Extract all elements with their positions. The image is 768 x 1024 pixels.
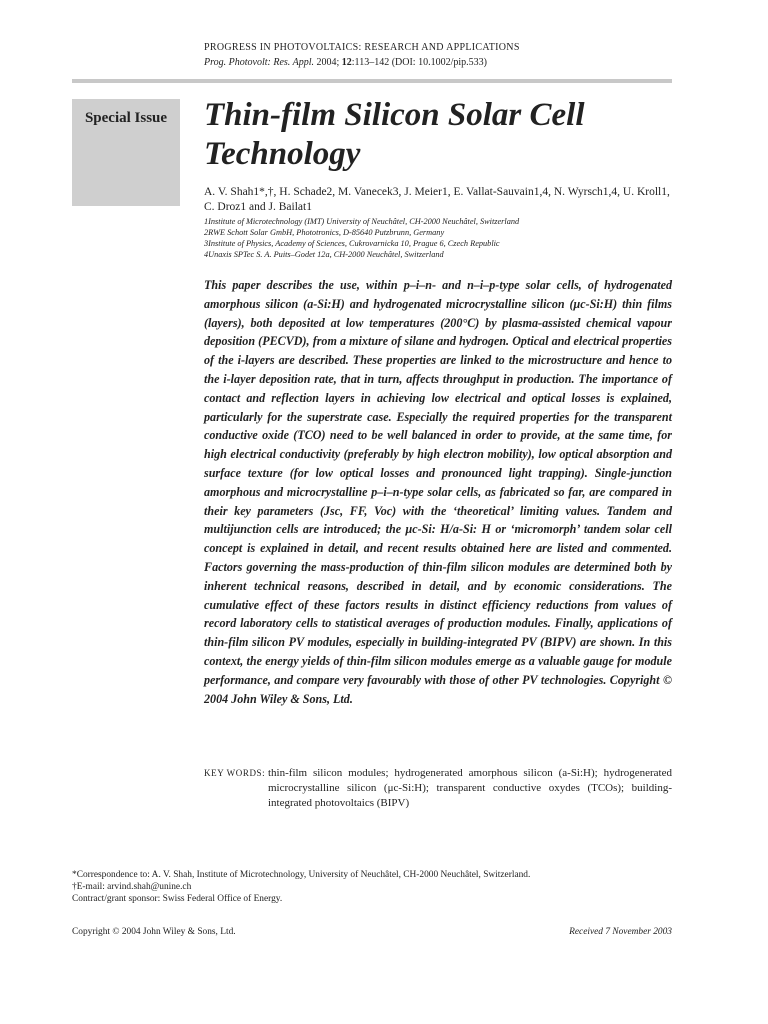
- affiliation-4: 4Unaxis SPTec S. A. Puits–Godet 12a, CH-2000 Neuchâtel, Switzerland: [204, 250, 444, 259]
- footer-copyright: Copyright © 2004 John Wiley & Sons, Ltd.: [72, 927, 236, 937]
- keywords-label: KEY WORDS:: [204, 768, 266, 778]
- affiliations: [204, 216, 674, 260]
- journal-name: PROGRESS IN PHOTOVOLTAICS: RESEARCH AND APPLICATIONS: [204, 42, 520, 53]
- footer-received: Received 7 November 2003: [569, 927, 672, 937]
- affiliation-1: 1Institute of Microtechnology (IMT) University of Neuchâtel, CH-2000 Neuchâtel, Switzerland: [204, 217, 520, 226]
- affiliation-3: 3Institute of Physics, Academy of Sciences, Cukrovarnicka 10, Prague 6, Czech Republic: [204, 239, 500, 248]
- citation-pages-doi: :113–142 (DOI: 10.1002/pip.533): [351, 57, 487, 68]
- footnote-correspondence: *Correspondence to: A. V. Shah, Institute of Microtechnology, University of Neuchâtel, CH-2000 Neuchâtel, Switzerland.: [72, 870, 531, 880]
- citation-year: 2004;: [316, 57, 340, 68]
- journal-abbrev: Prog. Photovolt: Res. Appl.: [204, 57, 314, 68]
- paper-title: Thin-film Silicon Solar Cell Technology: [204, 97, 585, 172]
- citation-line: [204, 57, 487, 68]
- author-list: A. V. Shah1*,†, H. Schade2, M. Vanecek3, J. Meier1, E. Vallat-Sauvain1,4, N. Wyrsch1,4, U. Kroll1, C. Droz1 and J. Bailat1: [204, 186, 670, 213]
- header-rule: [72, 79, 672, 83]
- affiliation-2: 2RWE Schott Solar GmbH, Phototronics, D-85640 Putzbrunn, Germany: [204, 228, 445, 237]
- abstract: This paper describes the use, within p–i–n- and n–i–p-type solar cells, of hydrogenated amorphous silicon (a-Si:H) and hydrogenated microcrystalline silicon (μc-Si:H) thin films (layers), both deposited at low temperatures (200°C) by plasma-assisted chemical vapour deposition (PECVD), from a mixture of silane and hydrogen. Optical and electrical properties of the i-layers are described. These properties are linked to the microstructure and hence to the i-layer deposition rate, that in turn, affects throughput in production. The importance of contact and reflection layers in achieving low electrical and optical losses is explained, particularly for the superstrate case. Especially the required properties for the transparent conductive oxide (TCO) need to be well balanced in order to provide, at the same time, for high electrical conductivity (preferably by high electron mobility), low optical absorption and surface texture (for low optical losses and pronounced light trapping). Single-junction amorphous and microcrystalline p–i–n-type solar cells, as fabricated so far, are compared in their key parameters (Jsc, FF, Voc) with the ‘theoretical’ limiting values. Tandem and multijunction cells are introduced; the μc-Si: H/a-Si: H or ‘micromorph’ tandem solar cell concept is explained in detail, and recent results obtained here are listed and commented. Factors governing the mass-production of thin-film silicon modules are determined both by inherent technical reasons, described in detail, and by economic considerations. The cumulative effect of these factors results in distinct efficiency reductions from values of record laboratory cells to statistical averages of production modules. Finally, applications of thin-film silicon PV modules, especially in building-integrated PV (BIPV) are shown. In this context, the energy yields of thin-film silicon modules emerge as a valuable gauge for module performance, and compare very favourably with those of other PV technologies. Copyright © 2004 John Wiley & Sons, Ltd.: [204, 278, 672, 706]
- keywords-text: thin-film silicon modules; hydrogenerated amorphous silicon (a-Si:H); hydrogenerated microcrystalline silicon (μc-Si:H); transparent conductive oxydes (TCOs); building-integrated photovoltaics (BIPV): [268, 767, 672, 810]
- footnote-sponsor: Contract/grant sponsor: Swiss Federal Office of Energy.: [72, 894, 283, 904]
- footnote-email: †E-mail: arvind.shah@unine.ch: [72, 882, 192, 892]
- special-issue-label: Special Issue: [84, 110, 168, 126]
- citation-volume: 12: [341, 57, 352, 68]
